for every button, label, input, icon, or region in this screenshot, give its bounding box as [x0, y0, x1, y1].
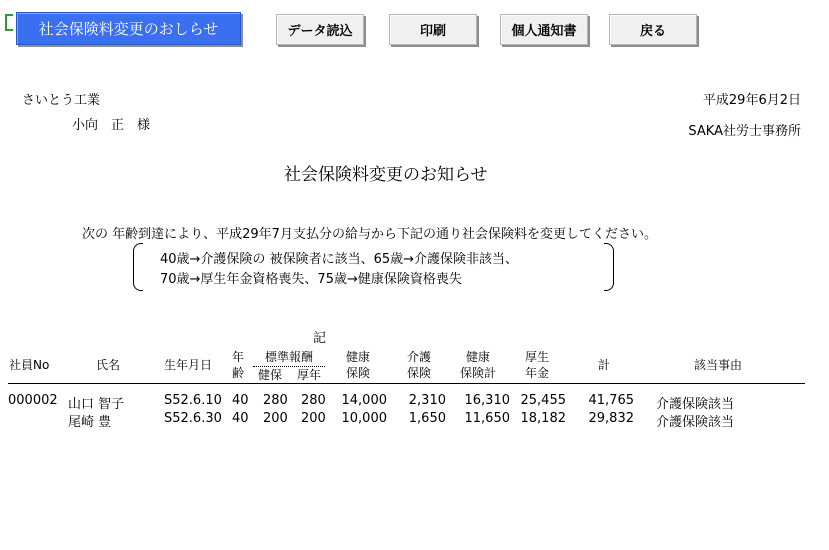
note-bracket-left [133, 243, 143, 291]
cell-std-health: 280 [263, 393, 288, 408]
cell-total: 41,765 [588, 393, 634, 408]
back-button[interactable]: 戻る [609, 14, 697, 45]
note-bracket-right [604, 243, 614, 291]
header-age-2: 齢 [232, 366, 245, 380]
header-age-1: 年 [232, 350, 245, 364]
header-care-1: 介護 [407, 350, 432, 364]
ki-mark: 記 [313, 331, 327, 346]
header-emp-no: 社員No [9, 358, 50, 372]
sender-name: SAKA社労士事務所 [688, 124, 801, 139]
cell-birth: S52.6.30 [164, 411, 222, 426]
cell-std-pension: 280 [301, 393, 326, 408]
header-birth: 生年月日 [164, 358, 213, 372]
cell-selection-marker [5, 14, 13, 31]
cell-age: 40 [232, 411, 249, 426]
cell-std-health: 200 [263, 411, 288, 426]
load-data-button[interactable]: データ読込 [276, 14, 364, 45]
title-button[interactable]: 社会保険料変更のおしらせ [16, 12, 241, 45]
cell-age: 40 [232, 393, 249, 408]
cell-reason: 介護保険該当 [656, 397, 735, 412]
cell-pension: 25,455 [520, 393, 566, 408]
header-care-2: 保険 [407, 366, 432, 380]
header-health-2: 保険 [346, 366, 371, 380]
header-std-pension: 厚年 [297, 368, 322, 382]
cell-health-total: 11,650 [464, 411, 510, 426]
cell-std-pension: 200 [301, 411, 326, 426]
header-health-1: 健康 [346, 350, 371, 364]
header-pension-1: 厚生 [525, 350, 550, 364]
cell-care: 1,650 [408, 411, 446, 426]
header-reason: 該当事由 [694, 358, 743, 372]
header-health-total-2: 保険計 [460, 366, 497, 380]
personal-notice-button[interactable]: 個人通知書 [500, 14, 588, 45]
note-line-2: 70歳→厚生年金資格喪失、75歳→健康保険資格喪失 [160, 272, 462, 287]
header-pension-2: 年金 [525, 366, 550, 380]
cell-birth: S52.6.10 [164, 393, 222, 408]
header-total: 計 [598, 358, 611, 372]
letter-date: 平成29年6月2日 [702, 93, 801, 108]
page-title: 社会保険料変更のお知らせ [284, 165, 488, 185]
company-name: さいとう工業 [22, 93, 101, 108]
cell-pension: 18,182 [520, 411, 566, 426]
std-pay-underline [253, 366, 325, 367]
cell-health: 14,000 [341, 393, 387, 408]
intro-text: 次の 年齢到達により、平成29年7月支払分の給与から下記の通り社会保険料を変更してください。 [82, 227, 657, 242]
header-std-pay: 標準報酬 [265, 350, 314, 364]
cell-reason: 介護保険該当 [656, 415, 735, 430]
cell-name: 山口 智子 [68, 397, 125, 412]
recipient-name: 小向 正 様 [72, 118, 151, 133]
header-name: 氏名 [96, 358, 121, 372]
header-health-total-1: 健康 [466, 350, 491, 364]
cell-emp-no: 000002 [8, 393, 58, 408]
note-line-1: 40歳→介護保険の 被保険者に該当、65歳→介護保険非該当、 [160, 252, 519, 267]
print-button[interactable]: 印刷 [389, 14, 477, 45]
cell-health-total: 16,310 [464, 393, 510, 408]
cell-health: 10,000 [341, 411, 387, 426]
header-separator [8, 383, 805, 384]
cell-care: 2,310 [408, 393, 446, 408]
cell-total: 29,832 [588, 411, 634, 426]
header-std-health: 健保 [258, 368, 283, 382]
cell-name: 尾崎 豊 [68, 415, 112, 430]
